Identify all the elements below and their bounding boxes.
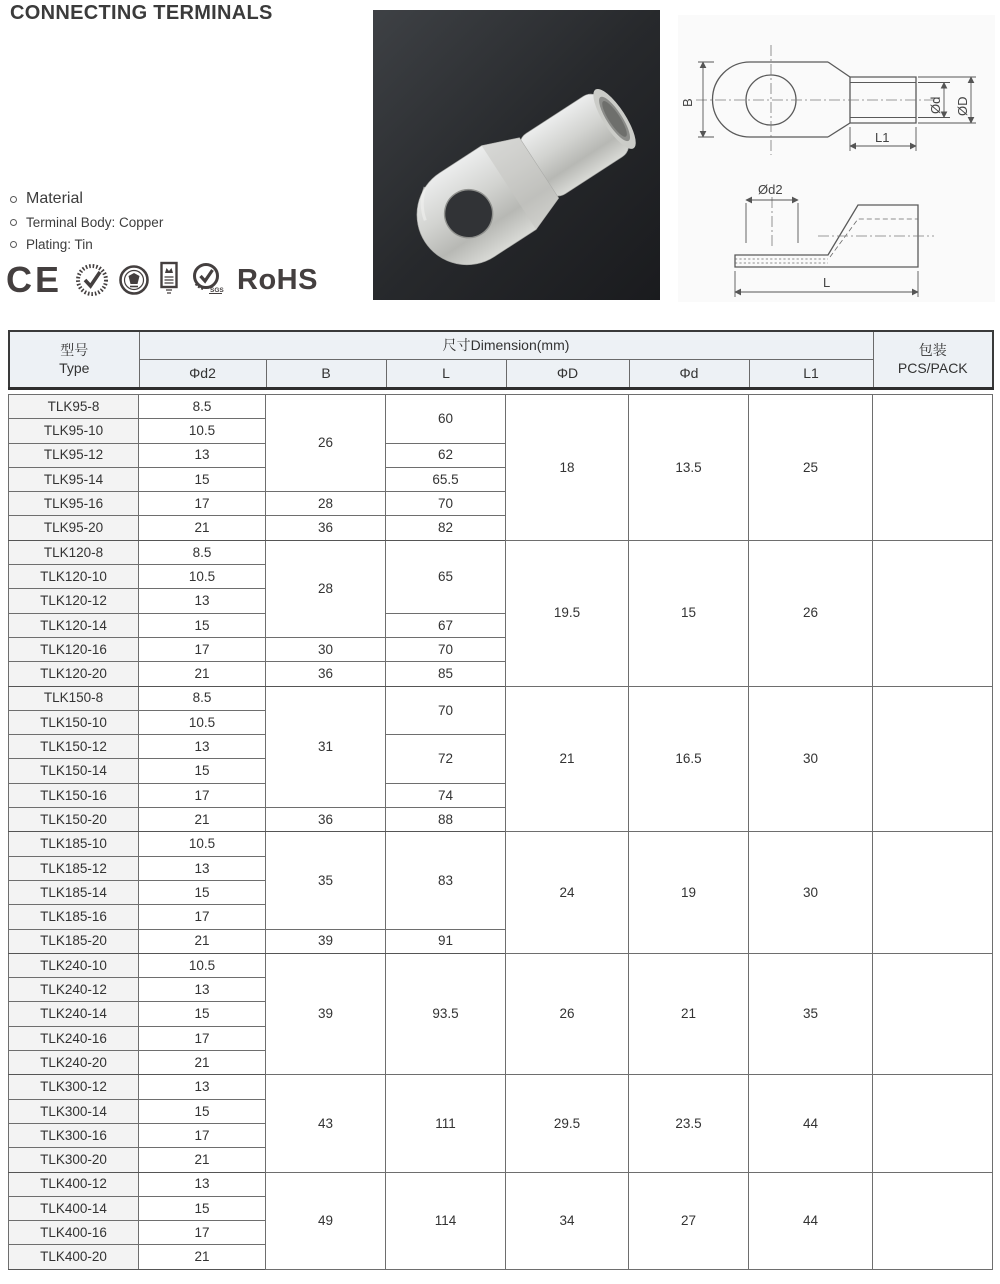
cell-d2: 17 (139, 1221, 266, 1245)
cell-type: TLK240-20 (9, 1051, 139, 1075)
cell-type: TLK240-10 (9, 953, 139, 977)
col-header-d2: Φd2 (139, 360, 266, 389)
cell-l: 83 (386, 832, 506, 929)
cell-d2: 21 (139, 808, 266, 832)
cell-d2: 21 (139, 1148, 266, 1172)
col-header-pack-en: PCS/PACK (897, 359, 968, 376)
cell-dD: 18 (506, 395, 629, 541)
cell-type: TLK95-12 (9, 443, 139, 467)
cell-type: TLK120-14 (9, 613, 139, 637)
table-row (9, 1075, 993, 1099)
cell-d2: 21 (139, 1245, 266, 1269)
cell-d2: 15 (139, 1099, 266, 1123)
cell-pack (873, 953, 993, 1074)
cell-type: TLK150-20 (9, 808, 139, 832)
cell-pack (873, 832, 993, 953)
materials-section (10, 190, 163, 259)
page-title: CONNECTING TERMINALS (10, 2, 273, 24)
cell-d2: 15 (139, 613, 266, 637)
cell-type: TLK400-12 (9, 1172, 139, 1196)
dim-label-d-outer: ØD (955, 96, 970, 116)
spec-table-body (8, 394, 993, 1270)
dim-label-b: B (680, 98, 695, 107)
cell-type: TLK185-14 (9, 880, 139, 904)
cell-d2: 17 (139, 905, 266, 929)
terminal-lug-photo-image (373, 10, 660, 300)
cell-l1: 44 (749, 1075, 873, 1172)
cell-pack (873, 395, 993, 541)
cell-d2: 13 (139, 735, 266, 759)
dimension-drawing-top-view (678, 15, 995, 167)
materials-heading-row (10, 190, 163, 208)
cell-d2: 17 (139, 492, 266, 516)
cell-d2: 15 (139, 1002, 266, 1026)
bullet-icon (10, 219, 17, 226)
cell-d2: 13 (139, 978, 266, 1002)
cell-d2: 21 (139, 662, 266, 686)
cell-d2: 10.5 (139, 832, 266, 856)
cell-b: 30 (266, 637, 386, 661)
cell-pack (873, 1172, 993, 1269)
cell-l: 60 (386, 395, 506, 444)
sgs-badge-text: SGS (210, 287, 224, 294)
col-header-type-zh: 型号 (60, 342, 89, 358)
cell-type: TLK400-16 (9, 1221, 139, 1245)
cell-d2: 15 (139, 759, 266, 783)
cell-dd: 15 (629, 540, 749, 686)
technical-drawing-panel (678, 15, 995, 302)
cell-type: TLK300-16 (9, 1123, 139, 1147)
cell-l: 72 (386, 735, 506, 784)
cell-d2: 17 (139, 1026, 266, 1050)
cell-l: 93.5 (386, 953, 506, 1074)
cell-type: TLK400-14 (9, 1196, 139, 1220)
table-row (9, 540, 993, 564)
material-item-row (10, 215, 163, 230)
cell-type: TLK240-14 (9, 1002, 139, 1026)
cell-type: TLK150-14 (9, 759, 139, 783)
cell-pack (873, 540, 993, 686)
cell-type: TLK240-12 (9, 978, 139, 1002)
cell-d2: 13 (139, 1172, 266, 1196)
cell-d2: 13 (139, 589, 266, 613)
cell-d2: 15 (139, 880, 266, 904)
cell-type: TLK95-8 (9, 395, 139, 419)
cell-d2: 10.5 (139, 565, 266, 589)
certifications-row (6, 260, 327, 300)
spec-table-header (8, 330, 994, 390)
cell-d2: 21 (139, 929, 266, 953)
col-header-l: L (386, 360, 506, 389)
cell-d2: 10.5 (139, 710, 266, 734)
cell-l: 70 (386, 686, 506, 735)
cell-dD: 34 (506, 1172, 629, 1269)
cell-l1: 26 (749, 540, 873, 686)
dim-label-d-inner: Ød (928, 96, 943, 114)
cell-b: 39 (266, 929, 386, 953)
cell-type: TLK150-8 (9, 686, 139, 710)
cell-d2: 8.5 (139, 395, 266, 419)
cell-b: 35 (266, 832, 386, 929)
cell-d2: 21 (139, 516, 266, 540)
cell-l: 91 (386, 929, 506, 953)
cell-dD: 29.5 (506, 1075, 629, 1172)
table-row (9, 1172, 993, 1196)
cell-b: 36 (266, 516, 386, 540)
cell-b: 31 (266, 686, 386, 807)
col-header-type (9, 331, 139, 389)
cell-dd: 27 (629, 1172, 749, 1269)
cell-dD: 24 (506, 832, 629, 953)
cell-l: 74 (386, 783, 506, 807)
cell-l: 65.5 (386, 467, 506, 491)
spec-table (8, 330, 992, 1270)
cell-l: 62 (386, 443, 506, 467)
cell-type: TLK150-10 (9, 710, 139, 734)
rohs-label: RoHS (237, 263, 318, 296)
col-header-type-en: Type (59, 359, 90, 376)
cell-type: TLK150-16 (9, 783, 139, 807)
col-header-pack-zh: 包装 (918, 342, 947, 358)
cell-type: TLK120-16 (9, 637, 139, 661)
col-header-dimension: 尺寸Dimension(mm) (139, 331, 873, 360)
cell-d2: 10.5 (139, 419, 266, 443)
cell-dD: 19.5 (506, 540, 629, 686)
cell-d2: 8.5 (139, 686, 266, 710)
cell-type: TLK185-20 (9, 929, 139, 953)
cell-type: TLK120-20 (9, 662, 139, 686)
cell-dd: 21 (629, 953, 749, 1074)
cell-type: TLK185-12 (9, 856, 139, 880)
cell-d2: 13 (139, 443, 266, 467)
dimension-drawing-side-view (678, 167, 995, 302)
material-item-row (10, 237, 163, 252)
cell-d2: 15 (139, 1196, 266, 1220)
cell-d2: 17 (139, 637, 266, 661)
cell-type: TLK185-10 (9, 832, 139, 856)
cell-l1: 44 (749, 1172, 873, 1269)
cell-l1: 35 (749, 953, 873, 1074)
cell-l: 70 (386, 492, 506, 516)
cell-type: TLK95-10 (9, 419, 139, 443)
cell-pack (873, 686, 993, 832)
cell-d2: 21 (139, 1051, 266, 1075)
cell-type: TLK150-12 (9, 735, 139, 759)
cell-type: TLK120-12 (9, 589, 139, 613)
cell-dD: 26 (506, 953, 629, 1074)
sgs-check-badge-icon (188, 261, 228, 299)
dim-label-d2: Ød2 (758, 182, 783, 197)
cell-dd: 16.5 (629, 686, 749, 832)
cell-l: 114 (386, 1172, 506, 1269)
cell-type: TLK300-14 (9, 1099, 139, 1123)
cell-l: 82 (386, 516, 506, 540)
cell-type: TLK95-16 (9, 492, 139, 516)
cell-type: TLK240-16 (9, 1026, 139, 1050)
cell-type: TLK400-20 (9, 1245, 139, 1269)
cell-b: 36 (266, 808, 386, 832)
cell-pack (873, 1075, 993, 1172)
cell-d2: 8.5 (139, 540, 266, 564)
col-header-dD: ΦD (506, 360, 629, 389)
product-photo (373, 10, 660, 300)
iso-check-badge-icon (75, 262, 109, 298)
cell-b: 36 (266, 662, 386, 686)
cell-type: TLK120-10 (9, 565, 139, 589)
cell-l: 65 (386, 540, 506, 613)
cell-l: 111 (386, 1075, 506, 1172)
material-item: Plating: Tin (26, 237, 93, 252)
cell-l: 88 (386, 808, 506, 832)
cell-d2: 15 (139, 467, 266, 491)
cell-type: TLK120-8 (9, 540, 139, 564)
cell-b: 26 (266, 395, 386, 492)
cell-type: TLK95-14 (9, 467, 139, 491)
ce-mark-text: CE (6, 261, 63, 299)
cell-type: TLK185-16 (9, 905, 139, 929)
cell-d2: 13 (139, 856, 266, 880)
cell-b: 49 (266, 1172, 386, 1269)
cell-type: TLK300-20 (9, 1148, 139, 1172)
cell-dD: 21 (506, 686, 629, 832)
cell-type: TLK95-20 (9, 516, 139, 540)
ce-mark-icon (6, 261, 66, 299)
cell-dd: 23.5 (629, 1075, 749, 1172)
col-header-pack (873, 331, 993, 389)
cell-dd: 13.5 (629, 395, 749, 541)
cell-d2: 13 (139, 1075, 266, 1099)
cell-b: 39 (266, 953, 386, 1074)
registered-firm-badge-icon (118, 262, 150, 298)
dim-label-l1: L1 (875, 130, 890, 145)
bullet-icon (10, 241, 17, 248)
cell-l: 67 (386, 613, 506, 637)
col-header-l1: L1 (749, 360, 873, 389)
ukas-badge-icon (159, 261, 179, 299)
col-header-b: B (266, 360, 386, 389)
cell-l: 70 (386, 637, 506, 661)
cell-b: 28 (266, 540, 386, 637)
bullet-icon (10, 196, 17, 203)
cell-l1: 25 (749, 395, 873, 541)
dim-label-l: L (823, 275, 831, 290)
cell-d2: 10.5 (139, 953, 266, 977)
cell-d2: 17 (139, 783, 266, 807)
cell-l1: 30 (749, 832, 873, 953)
cell-l: 85 (386, 662, 506, 686)
cell-b: 43 (266, 1075, 386, 1172)
cell-d2: 17 (139, 1123, 266, 1147)
table-row (9, 395, 993, 419)
cell-type: TLK300-12 (9, 1075, 139, 1099)
table-row (9, 953, 993, 977)
table-row (9, 832, 993, 856)
cell-l1: 30 (749, 686, 873, 832)
col-header-dd: Φd (629, 360, 749, 389)
material-item: Terminal Body: Copper (26, 215, 164, 230)
cell-dd: 19 (629, 832, 749, 953)
cell-b: 28 (266, 492, 386, 516)
materials-heading: Material (26, 190, 83, 207)
table-row (9, 686, 993, 710)
